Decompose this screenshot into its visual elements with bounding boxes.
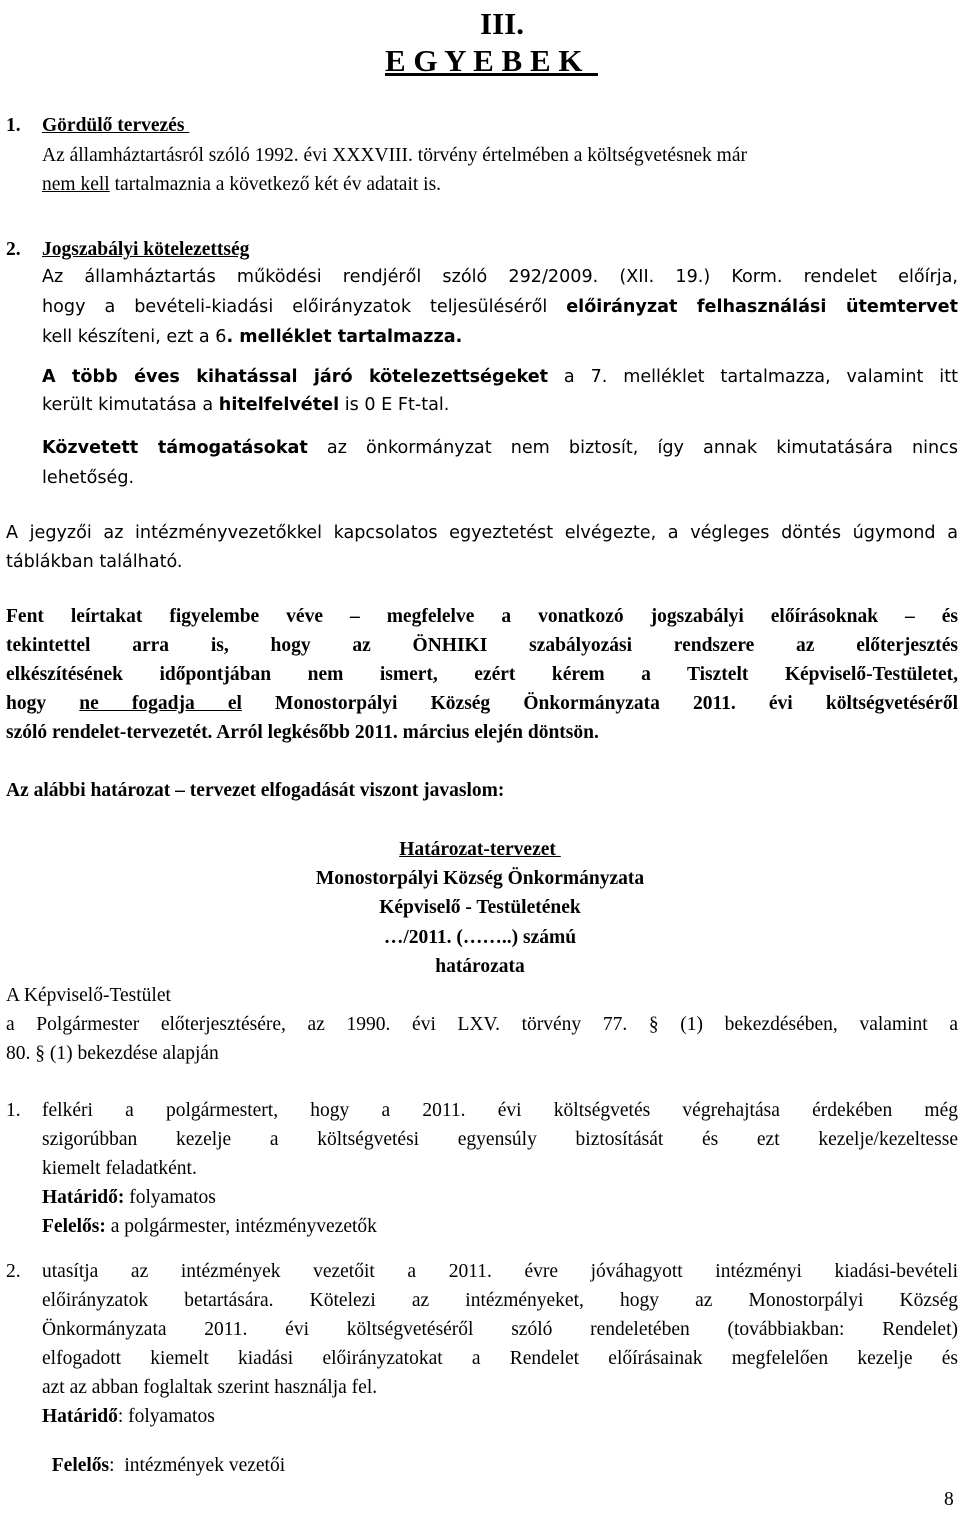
section-2-text: került kimutatása a xyxy=(42,395,219,415)
item-2-line: előirányzatok betartására. Kötelezi az intézményeket, hogy az Monostorpályi Község xyxy=(42,1290,958,1311)
section-2-number: 2. xyxy=(6,239,21,260)
item-2-number: 2. xyxy=(6,1261,21,1282)
section-2-text: az önkormányzat nem biztosít, így annak kimutatására nincs xyxy=(307,438,958,458)
item-1-deadline xyxy=(42,1188,216,1208)
section-1-heading xyxy=(42,116,189,136)
item-2-line: Önkormányzata 2011. évi költségvetéséről szóló rendeletében (továbbiakban: Rendelet) xyxy=(42,1319,958,1340)
item-1-number: 1. xyxy=(6,1100,21,1121)
resolution-title xyxy=(0,840,960,860)
section-2-line xyxy=(42,397,449,415)
page-number: 8 xyxy=(944,1489,954,1510)
item-1-line: szigorúbban kezelje a költségvetési egyensúly biztosítását és ezt kezelje/kezeltesse xyxy=(42,1129,958,1150)
section-1-heading-text: Gördülő tervezés xyxy=(42,115,185,136)
section-2-bold: hitelfelvétel xyxy=(218,395,340,415)
section-2-text: kell készíteni, ezt a 6 xyxy=(42,327,227,347)
chapter-title-text: E G Y E B E K xyxy=(385,43,583,78)
section-1-line-rest: tartalmaznia a következő két év adatait is. xyxy=(109,174,442,195)
proposal-line: Az alábbi határozat – tervezet elfogadását viszont javaslom: xyxy=(6,780,505,801)
resolution-heading-line: határozata xyxy=(435,956,525,977)
responsible-label: Felelős xyxy=(51,1454,110,1476)
resolution-heading-line: Monostorpályi Község Önkormányzata xyxy=(315,868,645,889)
section-2-bold: . melléklet tartalmazza. xyxy=(226,327,463,347)
item-1-line: felkéri a polgármestert, hogy a 2011. évi költségvetés végrehajtása érdekében még xyxy=(42,1100,958,1121)
summary-line: elkészítésének időpontjában nem ismert, ezért kérem a Tisztelt Képviselő-Testületet, xyxy=(6,664,958,685)
notary-line: táblákban található. xyxy=(6,552,183,572)
section-2-heading xyxy=(42,240,249,260)
resolution-heading-line: …/2011. (……..) számú xyxy=(383,927,577,948)
section-2-text: hogy a bevételi-kiadási előirányzatok teljesüléséről xyxy=(42,297,567,317)
deadline-value: folyamatos xyxy=(124,1187,216,1208)
chapter-title xyxy=(385,45,598,76)
deadline-label: Határidő xyxy=(42,1406,118,1427)
section-1-underlined: nem kell xyxy=(42,174,110,195)
section-2-line: lehetőség. xyxy=(42,468,135,488)
item-2-deadline xyxy=(42,1407,215,1427)
section-2-text: is 0 E Ft-tal. xyxy=(339,395,450,415)
item-1-line: kiemelt feladatként. xyxy=(42,1158,197,1179)
item-2-line: azt az abban foglaltak szerint használja fel. xyxy=(42,1377,378,1398)
section-1-number: 1. xyxy=(6,115,21,136)
deadline-value: : folyamatos xyxy=(117,1406,215,1427)
responsible-value: : intézmények vezetői xyxy=(109,1454,286,1476)
section-2-text: a 7. melléklet tartalmazza, valamint itt xyxy=(548,367,958,387)
responsible-value: a polgármester, intézményvezetők xyxy=(105,1216,377,1237)
summary-text: Monostorpályi Község Önkormányzata 2011. évi költségvetéséről xyxy=(241,693,958,714)
section-2-heading-text: Jogszabályi kötelezettség xyxy=(42,239,250,260)
item-2-line: elfogadott kiemelt kiadási előirányzatokat a Rendelet előírásainak megfelelően kezelje és xyxy=(42,1348,958,1369)
responsible-label: Felelős: xyxy=(42,1216,106,1237)
resolution-body-line: a Polgármester előterjesztésére, az 1990. évi LXV. törvény 77. § (1) bekezdésében, valamint a xyxy=(6,1014,958,1035)
summary-line: tekintettel arra is, hogy az ÖNHIKI szabályozási rendszere az előterjesztés xyxy=(6,635,958,656)
deadline-label: Határidő: xyxy=(42,1187,125,1208)
item-1-responsible xyxy=(42,1217,377,1237)
section-2-bold: A több éves kihatással járó kötelezettségeket xyxy=(42,367,549,387)
resolution-title-text: Határozat-tervezet xyxy=(399,839,556,860)
summary-line: szóló rendelet-tervezetét. Arról legkésőbb 2011. március elején döntsön. xyxy=(6,722,599,743)
section-2-line xyxy=(42,369,958,387)
summary-line: Fent leírtakat figyelembe véve – megfelelve a vonatkozó jogszabályi előírásoknak – és xyxy=(6,606,958,627)
summary-underlined: ne fogadja el xyxy=(79,693,242,714)
section-2-line xyxy=(42,299,958,317)
summary-line xyxy=(6,694,958,714)
section-2-line xyxy=(42,440,958,458)
section-1-line xyxy=(42,175,441,195)
section-2-bold: Közvetett támogatásokat xyxy=(42,438,308,458)
summary-text: hogy xyxy=(6,693,80,714)
notary-line: A jegyzői az intézményvezetőkkel kapcsolatos egyeztetést elvégezte, a végleges döntés úgymond a xyxy=(6,523,958,543)
item-2-line: utasítja az intézmények vezetőit a 2011. évre jóváhagyott intézményi kiadási-bevételi xyxy=(42,1261,958,1282)
item-2-responsible xyxy=(42,1436,285,1475)
resolution-body-line: A Képviselő-Testület xyxy=(6,985,171,1006)
chapter-number: III. xyxy=(480,6,524,41)
section-2-bold: előirányzat felhasználási ütemtervet xyxy=(566,297,958,317)
section-2-line xyxy=(42,329,462,347)
section-1-line: Az államháztartásról szóló 1992. évi XXXVIII. törvény értelmében a költségvetésnek már xyxy=(42,145,747,166)
resolution-body-line: 80. § (1) bekezdése alapján xyxy=(6,1043,219,1064)
section-2-line: Az államháztartás működési rendjéről szóló 292/2009. (XII. 19.) Korm. rendelet előírja, xyxy=(42,267,958,287)
resolution-heading-line: Képviselő - Testületének xyxy=(379,897,581,918)
